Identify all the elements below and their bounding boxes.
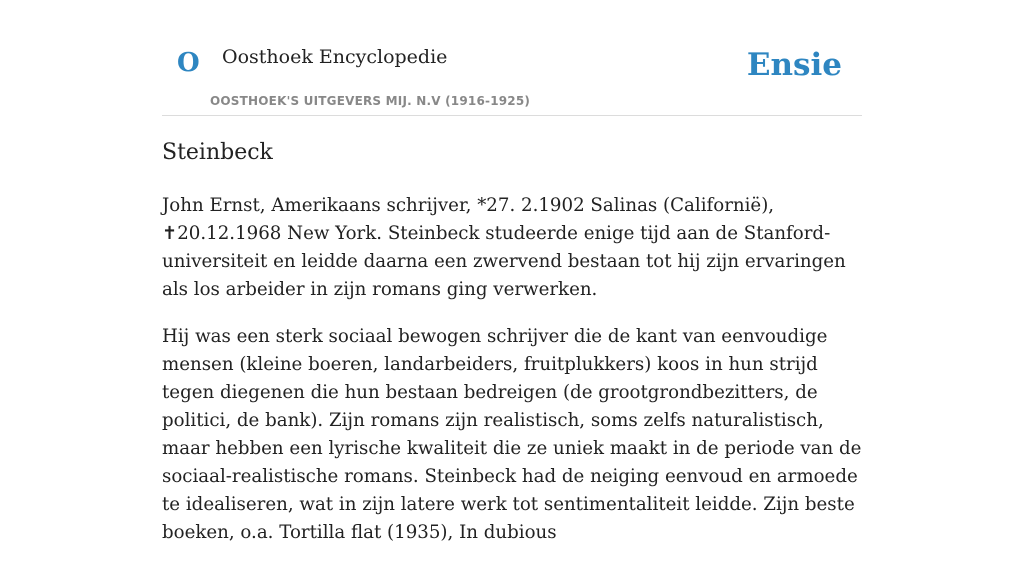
article-body <box>162 192 862 566</box>
article-paragraph: John Ernst, Amerikaans schrijver, *27. 2.1902 Salinas (Californië), ✝20.12.1968 New York. Steinbeck studeerde enige tijd aan de Stanford-universiteit en leidde daarna een zwervend bestaan tot hij zijn ervaringen als los arbeider in zijn romans ging verwerken. <box>162 195 846 300</box>
brand-logo[interactable]: Ensie <box>746 47 842 83</box>
site-subtitle: OOSTHOEK'S UITGEVERS MIJ. N.V (1916-1925) <box>210 94 531 108</box>
article-paragraph: Hij was een sterk sociaal bewogen schrijver die de kant van eenvoudige mensen (kleine boeren, landarbeiders, fruitplukkers) koos in hun strijd tegen diegenen die hun bestaan bedreigen (de grootgrondbezitters, de politici, de bank). Zijn romans zijn realistisch, soms zelfs naturalistisch, maar hebben een lyrische kwaliteit die ze uniek maakt in de periode van de sociaal-realistische romans. Steinbeck had de neiging eenvoud en armoede te idealiseren, wat in zijn latere werk tot sentimentaliteit leidde. Zijn beste boeken, o.a. Tortilla flat (1935), In dubious <box>162 326 862 543</box>
site-logo[interactable]: O <box>177 48 200 78</box>
site-header <box>162 0 862 116</box>
article-title: Steinbeck <box>162 140 273 165</box>
site-title[interactable]: Oosthoek Encyclopedie <box>222 46 448 68</box>
content-container <box>162 0 862 543</box>
